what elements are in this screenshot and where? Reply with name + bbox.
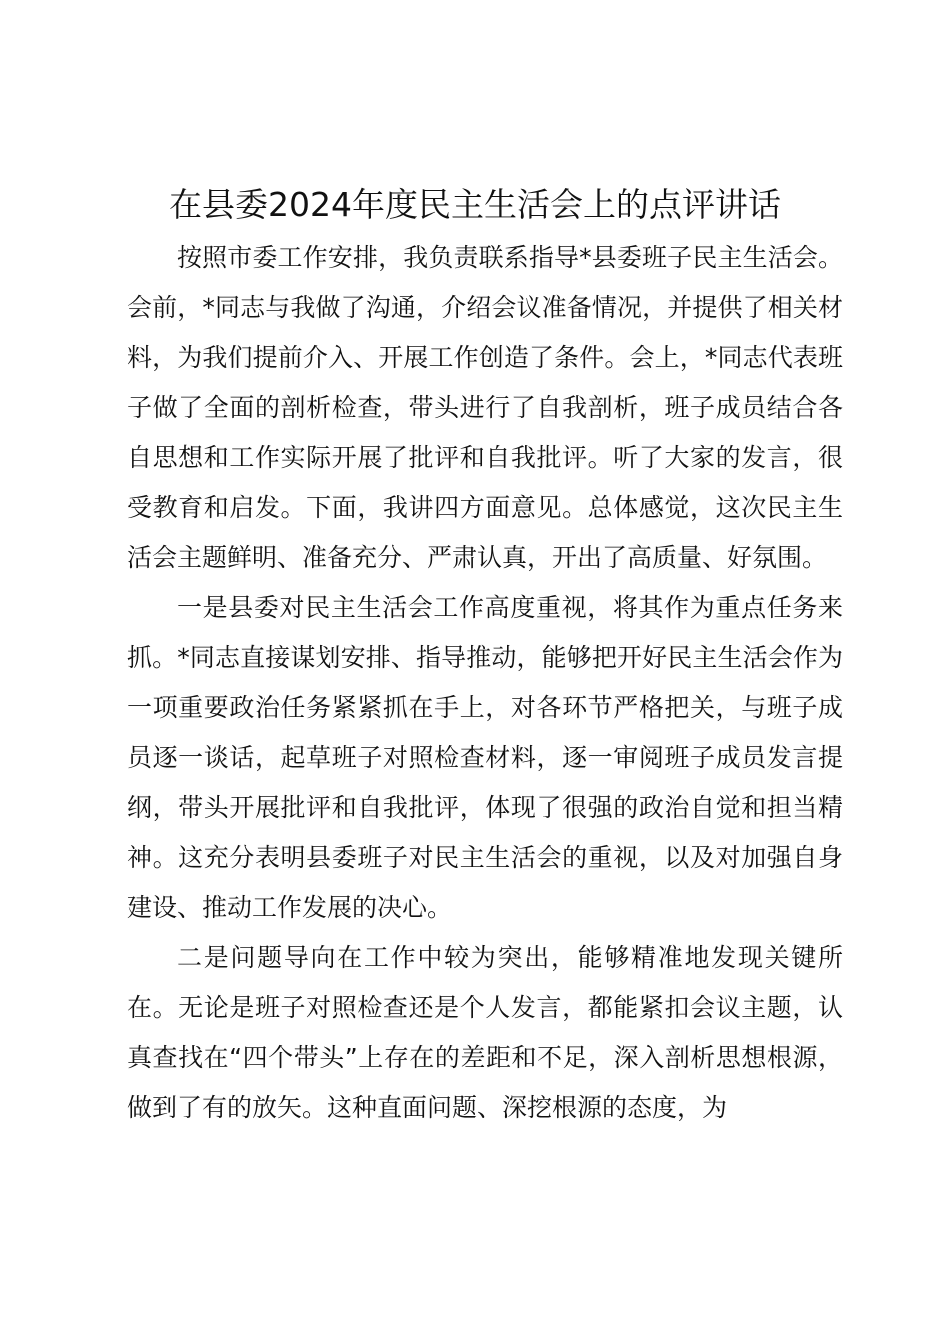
paragraph-intro: 按照市委工作安排，我负责联系指导*县委班子民主生活会。会前，*同志与我做了沟通，介绍会议准备情况，并提供了相关材料，为我们提前介入、开展工作创造了条件。会上，*同志代表班子做了全面的剖析检查，带头进行了自我剖析，班子成员结合各自思想和工作实际开展了批评和自我批评。听了大家的发言，很受教育和启发。下面，我讲四方面意见。总体感觉，这次民主生活会主题鲜明、准备充分、严肃认真，开出了高质量、好氛围。	[127, 243, 843, 572]
paragraph-point-one: 一是县委对民主生活会工作高度重视，将其作为重点任务来抓。*同志直接谋划安排、指导推动，能够把开好民主生活会作为一项重要政治任务紧紧抓在手上，对各环节严格把关，与班子成员逐一谈话，起草班子对照检查材料，逐一审阅班子成员发言提纲，带头开展批评和自我批评，体现了很强的政治自觉和担当精神。这充分表明县委班子对民主生活会的重视，以及对加强自身建设、推动工作发展的决心。	[127, 593, 843, 922]
document-body	[127, 233, 843, 1133]
document-title: 在县委2024年度民主生活会上的点评讲话	[169, 185, 781, 224]
paragraph-point-two: 二是问题导向在工作中较为突出，能够精准地发现关键所在。无论是班子对照检查还是个人发言，都能紧扣会议主题，认真查找在“四个带头”上存在的差距和不足，深入剖析思想根源，做到了有的放矢。这种直面问题、深挖根源的态度，为	[127, 943, 843, 1122]
